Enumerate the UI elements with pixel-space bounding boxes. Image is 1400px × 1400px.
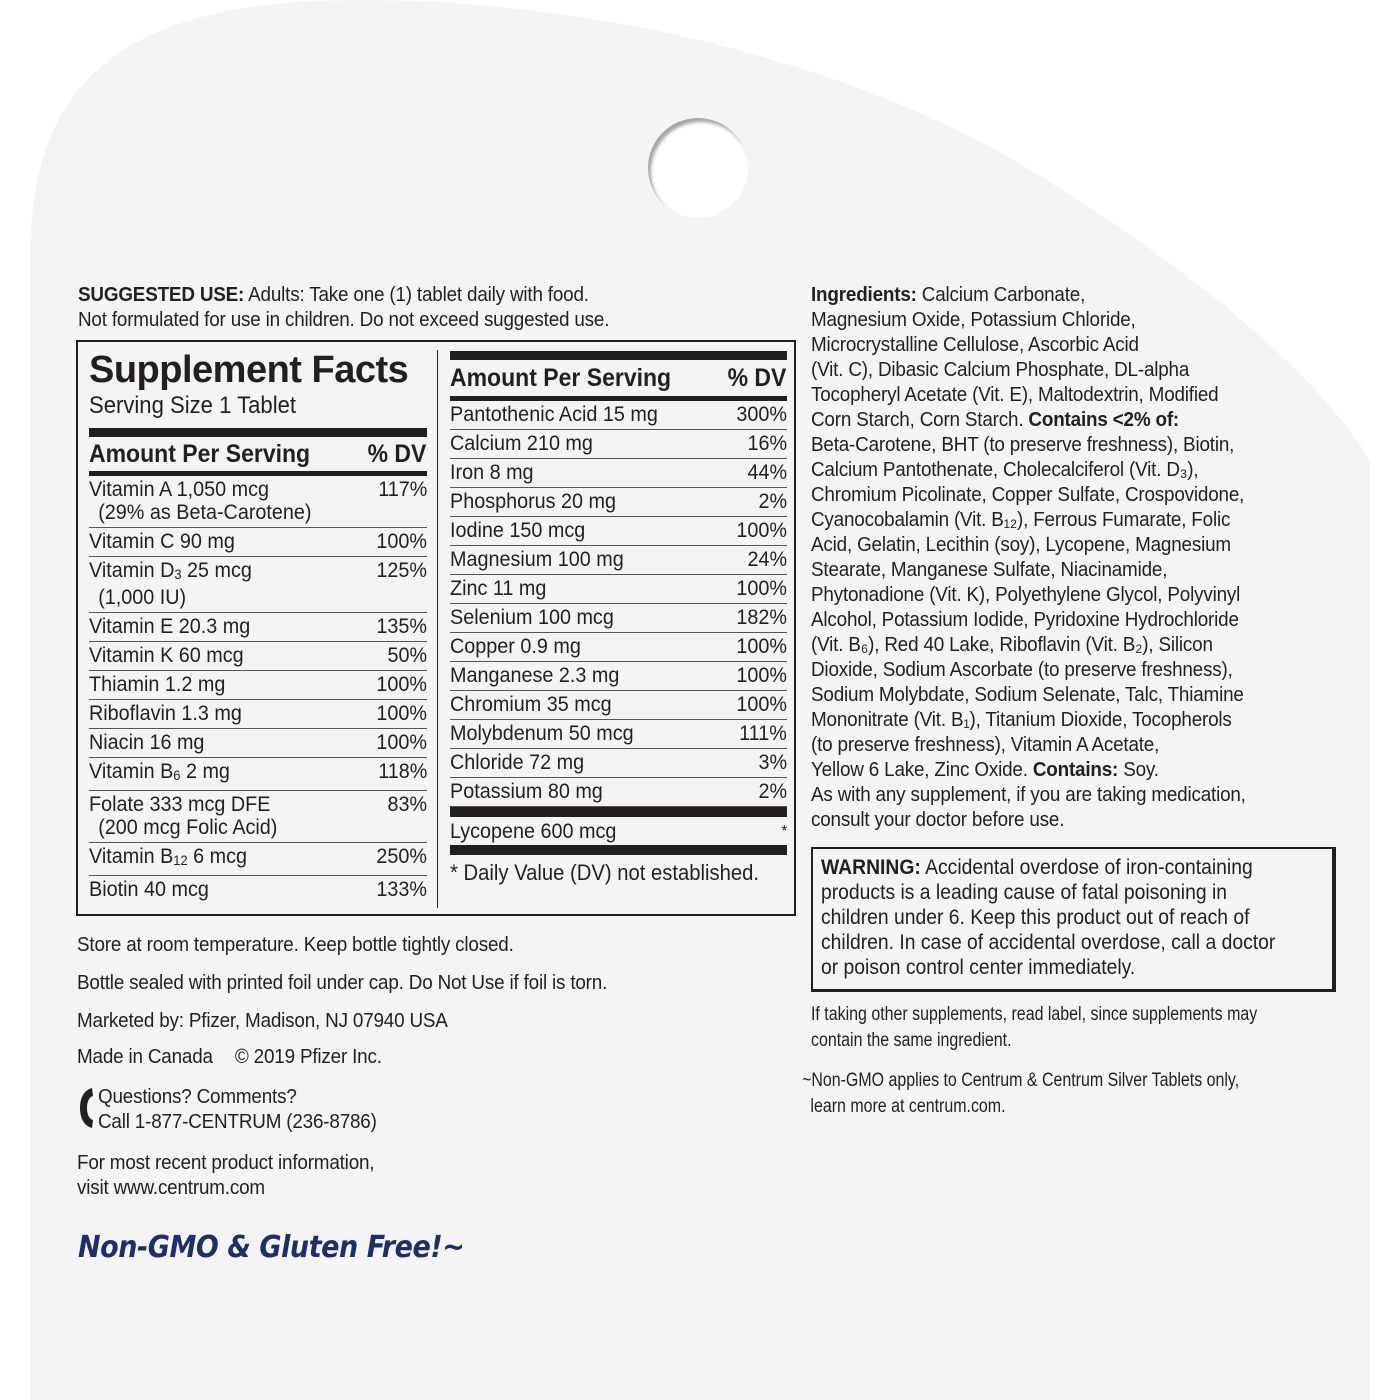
marketed-by: Marketed by: Pfizer, Madison, NJ 07940 USA <box>77 1009 448 1032</box>
nutrient-name: Niacin 16 mg <box>89 730 205 754</box>
nutrient-name: Vitamin E 20.3 mg <box>89 614 251 638</box>
allergen-label: Contains: <box>1032 758 1119 781</box>
nutrient-name: Vitamin $B_6$ 2 mg <box>89 759 230 783</box>
nutrient-name: Iron 8 mg <box>450 460 534 484</box>
nutrient-name: Calcium 210 mg <box>450 431 593 455</box>
nutrient-name: Iodine 150 mcg <box>450 518 586 542</box>
nutrient-row <box>450 749 787 778</box>
nutrient-name: Molybdenum 50 mcg <box>450 721 634 745</box>
hang-hole <box>648 118 748 218</box>
nutrient-row <box>89 557 427 613</box>
nutrient-note: (29% as Beta-Carotene) <box>98 500 312 524</box>
daily-value: 100% <box>736 576 787 600</box>
daily-value: 117% <box>377 477 427 501</box>
facts-right-column <box>450 342 787 891</box>
nutrient-row <box>450 430 787 459</box>
daily-value: 2% <box>758 779 787 803</box>
nutrient-name: Phosphorus 20 mg <box>450 489 617 513</box>
origin-copyright <box>77 1044 382 1069</box>
nutrient-row <box>450 575 787 604</box>
daily-value: 3% <box>758 750 787 774</box>
nutrient-name: Riboflavin 1.3 mg <box>89 701 242 725</box>
nutrient-row <box>89 613 427 642</box>
nutrient-name: Chromium 35 mcg <box>450 692 612 716</box>
storage-text: Store at room temperature. Keep bottle tightly closed. <box>77 933 514 956</box>
nutrient-note: (200 mcg Folic Acid) <box>98 815 278 839</box>
daily-value: 182% <box>736 605 787 629</box>
nutrient-name: Copper 0.9 mg <box>450 634 581 658</box>
nutrient-name: Folate 333 mcg DFE (200 mcg Folic Acid) <box>89 792 278 839</box>
daily-value: 250% <box>376 844 427 868</box>
daily-value: 100% <box>736 634 787 658</box>
column-divider <box>437 350 438 908</box>
daily-value: 118% <box>377 759 427 783</box>
left-nutrient-rows <box>89 476 427 904</box>
daily-value: 100% <box>376 529 427 553</box>
daily-value: 16% <box>747 431 787 455</box>
daily-value: 100% <box>376 730 427 754</box>
daily-value: 100% <box>736 518 787 542</box>
thick-rule <box>450 845 787 855</box>
nutrient-row <box>89 642 427 671</box>
daily-value: 100% <box>736 692 787 716</box>
non-gmo-badge: Non-GMO & Gluten Free!~ <box>78 1230 465 1265</box>
right-nutrient-rows <box>450 401 787 807</box>
nutrient-row <box>89 528 427 557</box>
nutrient-row <box>89 758 427 791</box>
facts-left-column <box>89 342 427 904</box>
seal-text: Bottle sealed with printed foil under cap. Do Not Use if foil is torn. <box>77 971 608 994</box>
facts-header: Amount Per Serving % DV <box>89 440 427 468</box>
suggested-use: SUGGESTED USE: Adults: Take one (1) tablet daily with food. Not formulated for use in children. Do not exceed suggested use. <box>78 283 610 331</box>
nutrient-row <box>450 778 787 807</box>
nutrient-name: Vitamin C 90 mg <box>89 529 235 553</box>
copyright: © 2019 Pfizer Inc. <box>234 1045 382 1068</box>
ingredients-block: Ingredients: Calcium Carbonate, Magnesium Oxide, Potassium Chloride, Microcrystalline Cellulose, Ascorbic Acid (Vit. C), Dibasic Calcium Phosphate, DL-alpha Tocopheryl Acetate (Vit. E), Maltodextrin, Modified Corn Starch, Corn Starch. Contains <2% of: Beta-Carotene, BHT (to preserve freshness), Biotin, Calcium Pantothenate, Cholecalciferol (Vit. D₃), Chromium Picolinate, Copper Sulfate, Crospovidone, Cyanocobalamin (Vit. B₁₂), Ferrous Fumarate, Folic Acid, Gelatin, Lecithin (soy), Lycopene, Magnesium Stearate, Manganese Sulfate, Niacinamide, Phytonadione (Vit. K), Polyethylene Glycol, Polyvinyl Alcohol, Potassium Iodide, Pyridoxine Hydrochloride (Vit. B₆), Red 40 Lake, Riboflavin (Vit. B₂), Silicon Dioxide, Sodium Ascorbate (to preserve freshness), Sodium Molybdate, Sodium Selenate, Talc, Thiamine Mononitrate (Vit. B₁), Titanium Dioxide, Tocopherols (to preserve freshness), Vitamin A Acetate, Yellow 6 Lake, Zinc Oxide. Contains: Soy. As with any supplement, if you are taking medication, consult your doctor before use. <box>811 283 1246 831</box>
daily-value: 133% <box>376 877 427 901</box>
nutrient-row <box>89 476 427 528</box>
nutrient-row <box>89 700 427 729</box>
nutrient-row <box>450 401 787 430</box>
nutrient-name: Pantothenic Acid 15 mg <box>450 402 658 426</box>
thick-rule <box>89 428 427 437</box>
medication-advice: As with any supplement, if you are taking medication, <box>811 783 1246 806</box>
daily-value: 24% <box>747 547 787 571</box>
nutrient-row <box>450 720 787 749</box>
nutrient-note: (1,000 IU) <box>98 585 187 609</box>
nutrient-name: Vitamin A 1,050 mcg (29% as Beta-Carotene) <box>89 477 312 524</box>
nutrient-row <box>89 843 427 876</box>
nutrient-row <box>450 459 787 488</box>
nutrient-row <box>89 671 427 700</box>
daily-value: 44% <box>747 460 787 484</box>
nutrient-name: Vitamin $D_3$ 25 mcg (1,000 IU) <box>89 558 252 609</box>
website: visit www.centrum.com <box>77 1176 265 1199</box>
nutrient-name: Selenium 100 mcg <box>450 605 614 629</box>
nutrient-row <box>89 729 427 758</box>
thick-rule <box>450 807 787 817</box>
ingredients-label: Ingredients: <box>811 283 917 306</box>
iron-warning-box <box>811 847 1336 992</box>
made-in: Made in Canada <box>77 1045 213 1068</box>
nutrient-name: Manganese 2.3 mg <box>450 663 620 687</box>
facts-header: Amount Per Serving % DV <box>450 364 787 392</box>
other-supplements-note: If taking other supplements, read label, since supplements may contain the same ingredient. <box>811 1004 1258 1051</box>
facts-title: Supplement Facts <box>89 349 409 391</box>
daily-value: 50% <box>387 643 427 667</box>
nutrient-row <box>450 633 787 662</box>
daily-value: 100% <box>376 672 427 696</box>
dv-footnote: * Daily Value (DV) not established. <box>450 860 760 885</box>
allergen-value: Soy. <box>1118 758 1159 781</box>
nutrient-name: Biotin 40 mcg <box>89 877 209 901</box>
daily-value: 100% <box>376 701 427 725</box>
phone-number: Call 1-877-CENTRUM (236-8786) <box>98 1110 377 1133</box>
contact-questions: Questions? Comments? Call 1-877-CENTRUM (236-8786) <box>98 1085 377 1133</box>
nutrient-row <box>89 876 427 904</box>
daily-value: 125% <box>376 558 427 582</box>
warning-label: WARNING: <box>821 856 921 879</box>
suggested-use-label: SUGGESTED USE: <box>78 283 245 306</box>
nutrient-name: Potassium 80 mg <box>450 779 603 803</box>
nutrient-name: Thiamin 1.2 mg <box>89 672 226 696</box>
nutrient-row <box>450 488 787 517</box>
product-info: For most recent product information, visit www.centrum.com <box>77 1151 375 1199</box>
nutrient-row <box>450 662 787 691</box>
daily-value: 2% <box>758 489 787 513</box>
nutrient-name: Zinc 11 mg <box>450 576 547 600</box>
daily-value: 300% <box>736 402 787 426</box>
nutrient-row <box>450 691 787 720</box>
nutrient-name: Chloride 72 mg <box>450 750 585 774</box>
nutrient-row-lycopene: Lycopene 600 mcg * <box>450 819 787 843</box>
nutrient-row <box>89 791 427 843</box>
non-gmo-note: ~Non-GMO applies to Centrum & Centrum Silver Tablets only, learn more at centrum.com. <box>802 1070 1240 1117</box>
nutrient-row <box>450 517 787 546</box>
nutrient-name: Vitamin $B_{12}$ 6 mcg <box>89 844 247 868</box>
supplement-facts-panel <box>76 340 796 916</box>
daily-value: 100% <box>736 663 787 687</box>
daily-value: 135% <box>376 614 427 638</box>
contains-less-label: Contains <2% of: <box>1028 408 1180 431</box>
daily-value: 83% <box>387 792 427 816</box>
daily-value: 111% <box>739 721 787 745</box>
nutrient-name: Vitamin K 60 mcg <box>89 643 244 667</box>
nutrient-row <box>450 604 787 633</box>
nutrient-row <box>450 546 787 575</box>
serving-size: Serving Size 1 Tablet <box>89 392 297 419</box>
nutrient-name: Magnesium 100 mg <box>450 547 624 571</box>
phone-icon <box>78 1086 94 1130</box>
thick-rule <box>450 351 787 360</box>
warning-text: WARNING: Accidental overdose of iron-containing products is a leading cause of fatal poisoning in children under 6. Keep this product out of reach of children. In case of accidental overdose, call a doctor or poison control center immediately. <box>821 856 1276 979</box>
